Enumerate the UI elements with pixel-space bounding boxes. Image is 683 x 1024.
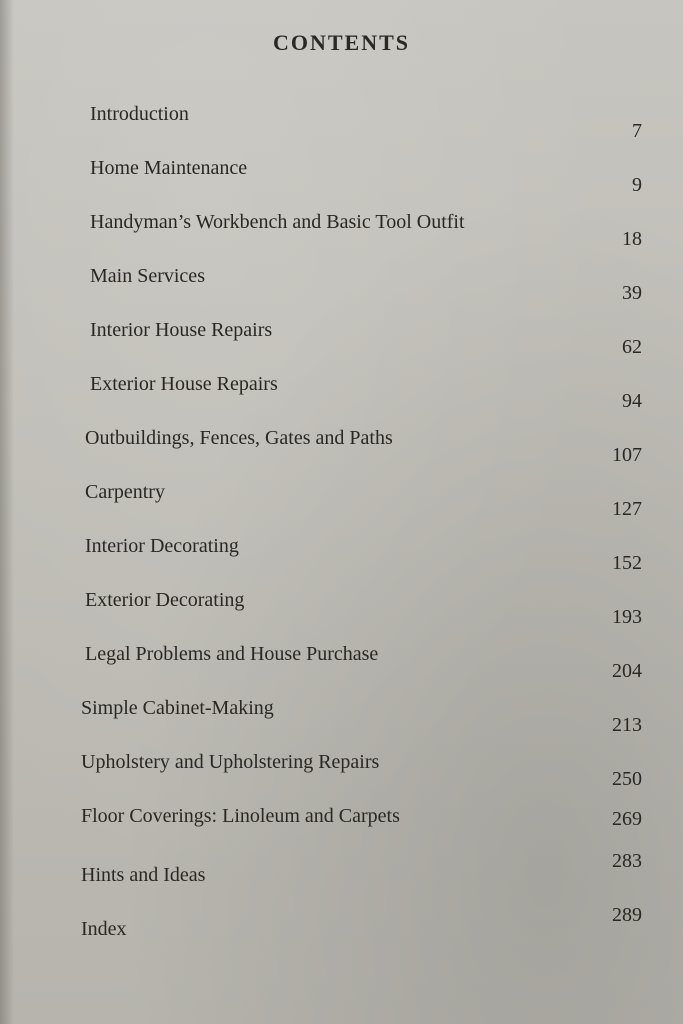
toc-entry-title: Exterior House Repairs	[90, 373, 278, 395]
toc-entry-title: Simple Cabinet-Making	[81, 697, 274, 719]
toc-entry-title: Index	[81, 918, 127, 940]
toc-entry-title: Interior Decorating	[85, 535, 239, 557]
toc-entry	[80, 100, 645, 154]
toc-entry-page: 94	[622, 390, 642, 412]
toc-entry-title: Home Maintenance	[90, 157, 248, 179]
toc-entry	[80, 640, 645, 694]
toc-entry	[80, 262, 645, 316]
toc-entry-page: 193	[612, 606, 642, 628]
toc-entry-page: 204	[612, 660, 642, 682]
toc-entry-page: 18	[622, 228, 642, 250]
toc-entry	[80, 154, 645, 208]
toc-entry-page: 250	[612, 768, 642, 790]
toc-entry-title: Introduction	[90, 103, 189, 125]
toc-entry-page: 107	[612, 444, 642, 466]
toc-entry-title: Upholstery and Upholstering Repairs	[81, 751, 380, 773]
toc-entry-page: 283	[612, 850, 642, 872]
toc-entry-title: Main Services	[90, 265, 205, 287]
toc-entry-title: Interior House Repairs	[90, 319, 273, 341]
toc-entry	[80, 424, 645, 478]
toc-entry-page: 39	[622, 282, 642, 304]
toc-entry-title: Legal Problems and House Purchase	[85, 643, 379, 665]
toc-entry-title: Outbuildings, Fences, Gates and Paths	[85, 427, 393, 449]
toc-entry-title: Floor Coverings: Linoleum and Carpets	[81, 805, 400, 827]
toc-entry	[80, 532, 645, 586]
toc-entry	[80, 694, 645, 748]
toc-entry	[80, 586, 645, 640]
toc-entry-page: 62	[622, 336, 642, 358]
toc-entry	[80, 802, 645, 856]
contents-heading: CONTENTS	[272, 30, 411, 55]
toc-entry	[80, 370, 645, 424]
toc-entry	[80, 316, 645, 370]
toc-entry-page: 7	[632, 120, 642, 142]
toc-entry	[80, 208, 645, 262]
toc-entry-title: Handyman’s Workbench and Basic Tool Outfit	[90, 211, 465, 233]
toc-entry-page: 213	[612, 714, 642, 736]
toc-entry-title: Carpentry	[85, 481, 165, 503]
toc-entry-page: 9	[632, 174, 642, 196]
toc-entry-page: 269	[612, 808, 642, 830]
toc-entry-title: Exterior Decorating	[85, 589, 245, 611]
page-edge-shadow	[0, 0, 14, 1024]
toc-entry-page: 127	[612, 498, 642, 520]
table-of-contents	[80, 100, 645, 964]
toc-entry-page: 152	[612, 552, 642, 574]
toc-entry	[80, 850, 645, 910]
toc-entry	[80, 748, 645, 802]
toc-entry-title: Hints and Ideas	[81, 864, 206, 886]
toc-entry	[80, 904, 645, 964]
toc-entry-page: 289	[612, 904, 642, 926]
toc-entry	[80, 478, 645, 532]
